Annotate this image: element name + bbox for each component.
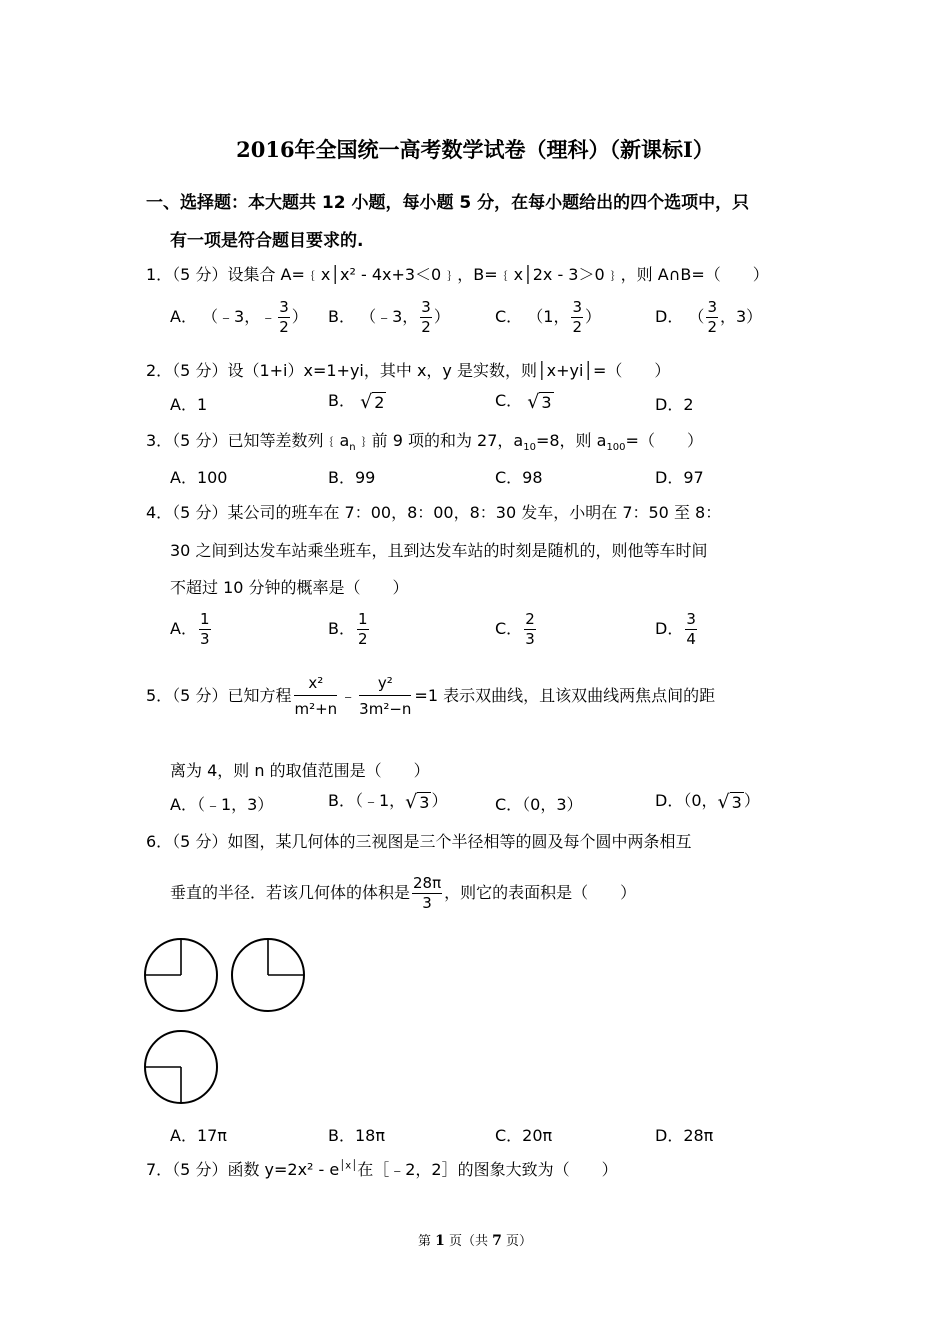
q5-option-c: C．（0，3） <box>495 795 583 814</box>
q2-option-a: A．1 <box>170 395 208 414</box>
question-text: 5．（5 分）已知方程 <box>146 686 292 705</box>
page-title: 2016年全国统一高考数学试卷（理科）（新课标Ⅰ） <box>236 137 714 162</box>
subscript: 100 <box>606 442 626 454</box>
option-label: C． <box>495 307 523 326</box>
option-label: A． <box>170 619 197 638</box>
q3-option-b: B．99 <box>328 468 376 487</box>
question-4-line2: 30 之间到达发车站乘坐班车，且到达发车站的时刻是随机的，则他等车时间 <box>170 541 708 560</box>
question-text: =（ ） <box>625 431 703 450</box>
side-view <box>232 939 304 1011</box>
footer-text: 页） <box>501 1234 533 1249</box>
fraction <box>357 612 369 647</box>
q6-option-d: D．28π <box>655 1126 714 1145</box>
section-heading-line2: 有一项是符合题目要求的. <box>170 231 364 251</box>
section-heading-line1: 一、选择题：本大题共 12 小题，每小题 5 分，在每小题给出的四个选项中，只 <box>146 193 750 213</box>
option-label: B． <box>328 391 355 410</box>
fraction <box>706 300 718 335</box>
numerator: 1 <box>357 610 368 628</box>
question-text: 在［﹣2，2］的图象大致为（ ） <box>357 1160 618 1179</box>
numerator: x² <box>294 676 337 696</box>
denominator: 3m²−n <box>359 700 412 718</box>
fraction <box>294 676 337 717</box>
fraction <box>571 300 583 335</box>
question-5-line2: 离为 4，则 n 的取值范围是（ ） <box>170 761 430 780</box>
option-text: （﹣3， <box>360 307 419 326</box>
fraction <box>524 612 536 647</box>
q4-option-a <box>170 612 213 647</box>
numerator: 3 <box>707 298 717 316</box>
question-text: 7．（5 分）函数 y=2x² ‐ e <box>146 1160 340 1179</box>
superscript: │x│ <box>339 1160 358 1172</box>
radicand: 2 <box>374 392 385 412</box>
numerator: 1 <box>199 610 210 628</box>
denominator: 2 <box>572 318 583 336</box>
denominator: 2 <box>279 318 289 336</box>
option-label: D． <box>655 619 684 638</box>
option-text: （﹣3，﹣ <box>202 307 277 326</box>
option-text: （ <box>688 307 705 326</box>
question-4-line1: 4．（5 分）某公司的班车在 7：00，8：00，8：30 发车，小明在 7：50 至 8： <box>146 503 722 522</box>
numerator: y² <box>359 676 411 696</box>
fraction <box>278 300 290 335</box>
denominator: 3 <box>199 630 210 648</box>
question-text: 3．（5 分）已知等差数列﹛a <box>146 431 350 450</box>
fraction <box>685 612 697 647</box>
option-label: B． <box>328 307 355 326</box>
numerator: 28π <box>413 874 442 892</box>
question-6-line1: 6．（5 分）如图，某几何体的三视图是三个半径相等的圆及每个圆中两条相互 <box>146 832 692 851</box>
numerator: 3 <box>279 298 289 316</box>
subscript: 10 <box>523 442 536 454</box>
question-text: ，则它的表面积是（ ） <box>444 883 637 902</box>
numerator: 2 <box>525 610 535 628</box>
question-4-line3: 不超过 10 分钟的概率是（ ） <box>170 578 409 597</box>
square-root: √ 2 <box>360 390 385 413</box>
option-label: C． <box>495 619 523 638</box>
denominator: 4 <box>686 630 696 648</box>
footer-text: 第 <box>417 1234 436 1249</box>
q3-option-d: D．97 <box>655 468 704 487</box>
radicand: 3 <box>419 792 430 812</box>
page-number: 1 <box>435 1233 445 1249</box>
option-label: D． <box>655 791 684 810</box>
question-7 <box>146 1157 618 1180</box>
question-2: 2．（5 分）设（1+i）x=1+yi，其中 x，y 是实数，则│x+yi│=（ ） <box>146 361 671 380</box>
q6-option-b: B．18π <box>328 1126 385 1145</box>
question-6-line2 <box>170 876 636 911</box>
square-root: √ 3 <box>717 790 742 813</box>
q6-option-c: C．20π <box>495 1126 553 1145</box>
fraction <box>359 676 411 717</box>
q5-option-b <box>328 788 447 813</box>
q4-option-d <box>655 612 699 647</box>
option-text: ） <box>743 791 760 810</box>
top-view <box>145 1031 217 1103</box>
option-text: （0， <box>683 791 718 810</box>
option-text: ） <box>433 307 450 326</box>
question-3 <box>146 428 703 453</box>
option-text: ） <box>431 791 448 810</box>
q3-option-a: A．100 <box>170 468 228 487</box>
option-label: B． <box>328 619 355 638</box>
question-text: =1 表示双曲线，且该双曲线两焦点间的距 <box>414 686 716 705</box>
denominator: 2 <box>357 630 368 648</box>
option-label: B． <box>328 791 355 810</box>
operator: ﹣ <box>340 686 357 705</box>
option-label: C． <box>495 391 523 410</box>
page-total: 7 <box>492 1233 502 1249</box>
front-view <box>145 939 217 1011</box>
square-root: √ 3 <box>527 390 552 413</box>
option-label: A． <box>170 307 197 326</box>
q1-option-c <box>495 300 601 335</box>
q6-option-a: A．17π <box>170 1126 227 1145</box>
denominator: 2 <box>421 318 431 336</box>
denominator: 3 <box>422 894 432 912</box>
q5-option-d <box>655 788 760 813</box>
q1-option-a <box>170 300 308 335</box>
subscript: n <box>349 442 356 454</box>
denominator: m²+n <box>294 700 338 718</box>
footer-text: 页（共 <box>444 1234 493 1249</box>
numerator: 3 <box>421 298 431 316</box>
question-text: =8，则 a <box>535 431 607 450</box>
option-label: D． <box>655 307 684 326</box>
question-text: 垂直的半径．若该几何体的体积是 <box>170 883 411 902</box>
q2-option-b <box>328 388 386 413</box>
denominator: 2 <box>707 318 717 336</box>
option-text: （﹣1， <box>354 791 406 810</box>
q1-option-d <box>655 300 762 335</box>
option-text: （1， <box>527 307 570 326</box>
q3-option-c: C．98 <box>495 468 543 487</box>
option-text: ） <box>291 307 308 326</box>
option-text: ） <box>585 307 602 326</box>
q2-option-d: D．2 <box>655 395 694 414</box>
numerator: 3 <box>686 610 696 628</box>
question-5-line1 <box>146 676 715 717</box>
question-1: 1．（5 分）设集合 A=﹛x│x² ‐ 4x+3＜0﹜，B=﹛x│2x ‐ 3＞0﹜，则 A∩B=（ ） <box>146 265 769 284</box>
three-view-figure <box>140 933 315 1113</box>
q5-option-a: A．（﹣1，3） <box>170 795 274 814</box>
q4-option-c <box>495 612 538 647</box>
q4-option-b <box>328 612 371 647</box>
fraction <box>412 876 442 911</box>
square-root: √ 3 <box>405 790 430 813</box>
radicand: 3 <box>731 792 742 812</box>
option-text: ，3） <box>719 307 763 326</box>
fraction <box>199 612 211 647</box>
page-footer <box>0 1230 950 1249</box>
fraction <box>420 300 432 335</box>
radicand: 3 <box>541 392 552 412</box>
denominator: 3 <box>525 630 535 648</box>
q2-option-c <box>495 388 554 413</box>
question-text: ﹜前 9 项的和为 27，a <box>355 431 524 450</box>
numerator: 3 <box>572 298 583 316</box>
q1-option-b <box>328 300 450 335</box>
